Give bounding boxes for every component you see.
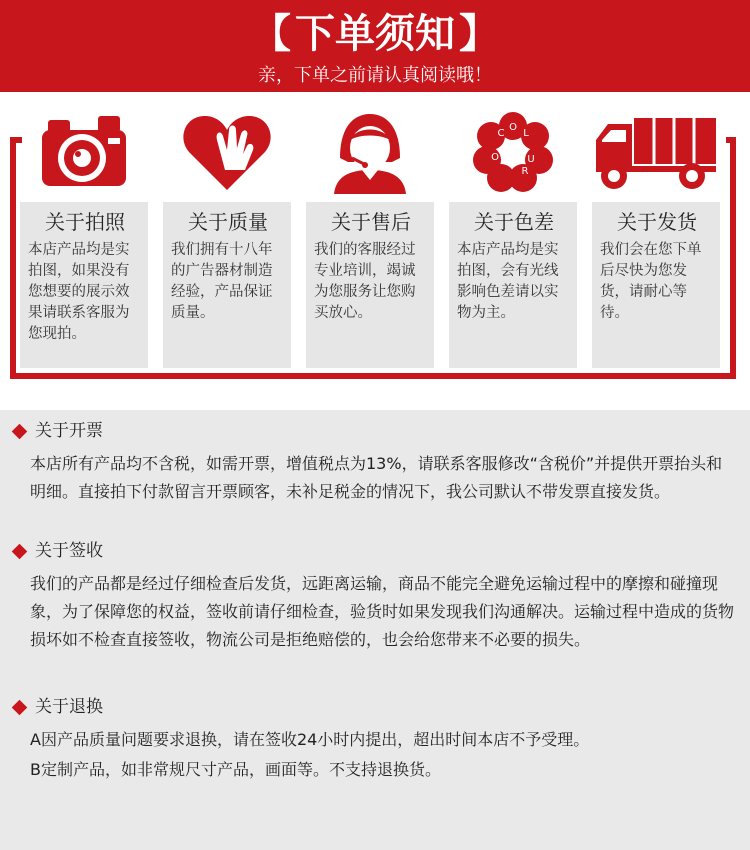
page-subtitle: 亲，下单之前请认真阅读哦！ — [258, 65, 492, 86]
section-return-line-a: A因产品质量问题要求退换，请在签收24小时内提出，超出时间本店不予受理。 — [30, 730, 590, 749]
card-service-title: 关于售后 — [331, 210, 411, 234]
section-receipt-body: 我们的产品都是经过仔细检查后发货，远距离运输，商品不能完全避免运输过程中的摩擦和碰撞现象，为了保障您的权益，签收前请仔细检查，验货时如果发现我们沟通解决。运输过程中造成的货物损坏如不检查直接签收，物流公司是拒绝赔偿的，也会给您带来不必要的损失。 — [30, 574, 735, 649]
ring-letter-3: L — [523, 128, 529, 139]
section-receipt-title — [12, 538, 103, 564]
card-quality-title: 关于质量 — [188, 210, 268, 234]
card-color-box — [449, 202, 577, 368]
card-color — [449, 106, 577, 368]
card-color-title: 关于色差 — [474, 210, 554, 234]
header-banner — [0, 0, 750, 92]
card-photo-desc: 本店产品均是实拍图，如果没有您想要的展示效果请联系客服为您现拍。 — [28, 242, 130, 342]
card-color-desc: 本店产品均是实拍图，会有光线影响色差请以实物为主。 — [457, 242, 559, 321]
ring-letter-5: U — [527, 154, 535, 165]
section-receipt-label: 关于签收 — [35, 541, 103, 561]
section-invoice-label: 关于开票 — [35, 421, 103, 441]
diamond-icon — [12, 543, 28, 559]
page-title — [0, 6, 750, 62]
section-invoice-body: 本店所有产品均不含税，如需开票，增值税点为13%，请联系客服修改“含税价”并提供开票抬头和明细。直接拍下付款留言开票顾客，未补足税金的情况下，我公司默认不带发票直接发货。 — [30, 454, 723, 501]
heart-hand-icon — [163, 106, 291, 198]
card-photo — [20, 106, 148, 368]
card-photo-title: 关于拍照 — [45, 210, 125, 234]
ring-letter-4: O — [491, 152, 499, 163]
truck-icon — [592, 106, 720, 198]
card-shipping-desc: 我们会在您下单后尽快为您发货，请耐心等待。 — [600, 242, 702, 321]
card-quality — [163, 106, 291, 368]
title-right-bracket: 】 — [459, 11, 499, 57]
customer-service-icon — [306, 106, 434, 198]
title-text: 下单须知 — [295, 11, 455, 57]
ring-letter-2: O — [509, 122, 517, 133]
diamond-icon — [12, 423, 28, 439]
section-return-label: 关于退换 — [35, 697, 103, 717]
ring-letter-6: R — [521, 166, 529, 177]
card-quality-box — [163, 202, 291, 368]
card-service-box — [306, 202, 434, 368]
ring-letter-1: C — [497, 128, 505, 139]
section-invoice-title — [12, 418, 103, 444]
card-shipping-title: 关于发货 — [617, 210, 697, 234]
card-shipping-box — [592, 202, 720, 368]
section-return-title — [12, 694, 103, 720]
card-quality-desc: 我们拥有十八年的广告器材制造经验，产品保证质量。 — [171, 242, 273, 321]
section-return-line-b: B定制产品，如非常规尺寸产品，画面等。不支持退换货。 — [30, 760, 441, 779]
card-service — [306, 106, 434, 368]
color-ring-icon — [449, 106, 577, 198]
title-left-bracket: 【 — [251, 11, 291, 57]
diamond-icon — [12, 699, 28, 715]
camera-icon — [20, 106, 148, 198]
card-shipping — [592, 106, 720, 368]
card-photo-box — [20, 202, 148, 368]
card-service-desc: 我们的客服经过专业培训，竭诚为您服务让您购买放心。 — [314, 242, 416, 321]
